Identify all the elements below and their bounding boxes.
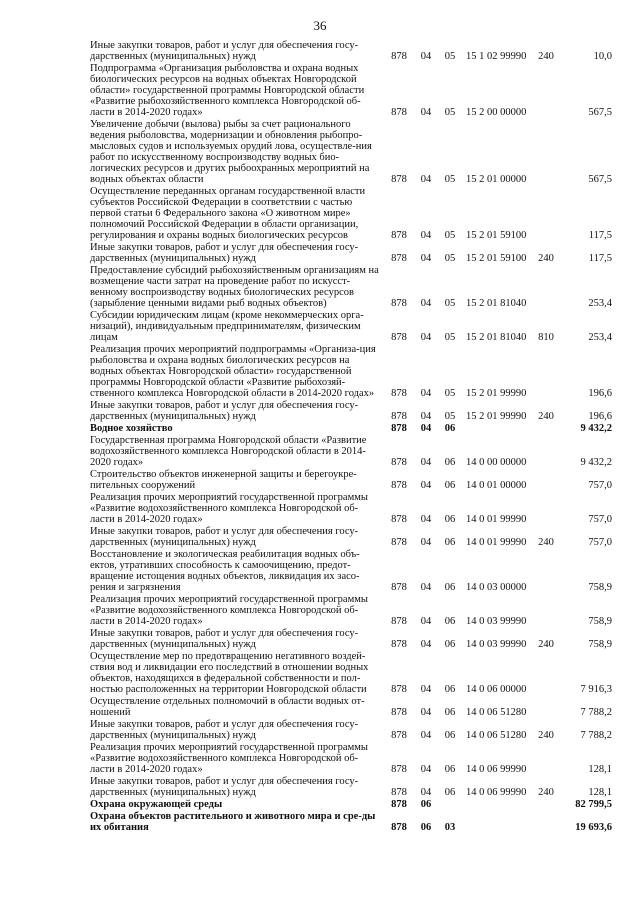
row-subsection-code: 06 xyxy=(444,480,456,491)
table-row xyxy=(90,719,612,742)
row-expense-type-code xyxy=(532,344,560,400)
row-expense-type-code: 240 xyxy=(538,537,554,548)
row-name: Государственная программа Новгородской области «Развитие водохозяйственного комплекса Новгородской области в 2014-2020 годах» xyxy=(90,435,367,468)
row-expense-type-code xyxy=(532,469,560,492)
page-number: 36 xyxy=(313,18,327,33)
row-section-code: 04 xyxy=(420,616,432,627)
row-target-article-code: 15 2 01 81040 xyxy=(466,298,527,309)
row-subsection-code: 05 xyxy=(444,253,456,264)
row-ved-code: 878 xyxy=(391,764,407,775)
row-subsection-code: 06 xyxy=(444,537,456,548)
row-amount: 567,5 xyxy=(588,107,612,118)
row-expense-type-code: 240 xyxy=(538,253,554,264)
row-section-code: 04 xyxy=(420,639,432,650)
row-name: Иные закупки товаров, работ и услуг для обеспечения госу-дарственных (муниципальных) нужд xyxy=(90,776,359,798)
row-target-article-code: 14 0 06 51280 xyxy=(466,730,527,741)
row-subsection-code: 03 xyxy=(444,822,456,833)
row-ved-code: 878 xyxy=(391,230,407,241)
table-row xyxy=(90,799,612,811)
row-expense-type-code: 240 xyxy=(538,411,554,422)
row-amount: 9 432,2 xyxy=(580,457,612,468)
table-row xyxy=(90,469,612,492)
row-subsection-code: 06 xyxy=(444,764,456,775)
row-subsection-code: 06 xyxy=(444,787,456,798)
row-ved-code: 878 xyxy=(391,582,407,593)
budget-table xyxy=(90,40,612,834)
row-section-code: 04 xyxy=(420,730,432,741)
table-row xyxy=(90,526,612,549)
row-section-code: 04 xyxy=(420,707,432,718)
row-expense-type-code: 240 xyxy=(538,787,554,798)
row-target-article-code: 14 0 06 99990 xyxy=(466,787,527,798)
row-target-article-code: 14 0 01 99990 xyxy=(466,514,527,525)
row-amount: 7 788,2 xyxy=(580,730,612,741)
row-name: Иные закупки товаров, работ и услуг для обеспечения госу-дарственных (муниципальных) нужд xyxy=(90,719,359,741)
row-expense-type-code xyxy=(532,811,560,834)
row-section-code: 04 xyxy=(420,514,432,525)
row-amount: 7 788,2 xyxy=(580,707,612,718)
row-section-code: 04 xyxy=(420,230,432,241)
row-name: Водное хозяйство xyxy=(90,423,173,434)
row-section-code: 06 xyxy=(420,822,432,833)
row-target-article-code: 14 0 06 00000 xyxy=(466,684,527,695)
row-expense-type-code xyxy=(532,742,560,776)
table-row xyxy=(90,265,612,310)
row-ved-code: 878 xyxy=(391,388,407,399)
row-name: Охрана объектов растительного и животного мира и сре-ды их обитания xyxy=(90,811,376,833)
row-amount: 758,9 xyxy=(588,639,612,650)
row-expense-type-code: 240 xyxy=(538,639,554,650)
row-section-code: 04 xyxy=(420,332,432,343)
table-row xyxy=(90,651,612,696)
row-name: Подпрограмма «Организация рыболовства и охрана водных биологических ресурсов на водных объектах Новгородской области» государственной программы Новгородской области «Развитие рыбохозяйственного комплекса Новгородской об-ласти в 2014-2020 годах» xyxy=(90,63,365,118)
row-subsection-code: 06 xyxy=(444,684,456,695)
row-subsection-code: 05 xyxy=(444,230,456,241)
row-amount: 758,9 xyxy=(588,616,612,627)
row-expense-type-code: 240 xyxy=(538,51,554,62)
row-target-article-code: 14 0 06 99990 xyxy=(466,764,527,775)
table-row xyxy=(90,492,612,526)
row-name: Реализация прочих мероприятий государственной программы «Развитие водохозяйственного комплекса Новгородской об-ласти в 2014-2020 годах» xyxy=(90,492,368,525)
row-amount: 7 916,3 xyxy=(580,684,612,695)
row-subsection-code: 05 xyxy=(444,51,456,62)
row-amount: 128,1 xyxy=(588,787,612,798)
row-subsection-code: 05 xyxy=(444,332,456,343)
row-name: Реализация прочих мероприятий государственной программы «Развитие водохозяйственного комплекса Новгородской об-ласти в 2014-2020 годах» xyxy=(90,742,368,775)
row-section-code: 04 xyxy=(420,480,432,491)
row-amount: 117,5 xyxy=(588,253,612,264)
table-row xyxy=(90,594,612,628)
row-subsection-code: 06 xyxy=(444,423,456,434)
row-subsection-code: 06 xyxy=(444,639,456,650)
row-subsection-code: 05 xyxy=(444,411,456,422)
row-target-article-code: 15 2 01 59100 xyxy=(466,253,527,264)
table-row xyxy=(90,549,612,594)
row-ved-code: 878 xyxy=(391,707,407,718)
row-target-article-code: 15 2 00 00000 xyxy=(466,107,527,118)
row-subsection-code: 06 xyxy=(444,707,456,718)
row-amount: 9 432,2 xyxy=(580,423,612,434)
row-amount: 196,6 xyxy=(588,388,612,399)
row-ved-code: 878 xyxy=(391,423,407,434)
row-expense-type-code xyxy=(532,594,560,628)
row-ved-code: 878 xyxy=(391,51,407,62)
row-name: Охрана окружающей среды xyxy=(90,799,223,810)
table-row xyxy=(90,63,612,119)
row-amount: 758,9 xyxy=(588,582,612,593)
row-target-article-code: 14 0 03 99990 xyxy=(466,639,527,650)
row-ved-code: 878 xyxy=(391,639,407,650)
row-section-code: 04 xyxy=(420,457,432,468)
row-target-article-code xyxy=(462,423,532,435)
row-expense-type-code xyxy=(532,265,560,310)
row-expense-type-code xyxy=(532,186,560,242)
row-ved-code: 878 xyxy=(391,730,407,741)
row-expense-type-code xyxy=(532,549,560,594)
row-ved-code: 878 xyxy=(391,457,407,468)
row-amount: 253,4 xyxy=(588,332,612,343)
row-name: Осуществление переданных органам государственной власти субъектов Российской Федерации в соответствии с частью первой статьи 6 Федерального закона «О животном мире» полномочий Российской Федерации в области организации, регулирования и охраны водных биологических ресурсов xyxy=(90,186,366,241)
row-subsection-code: 06 xyxy=(444,730,456,741)
row-amount: 196,6 xyxy=(588,411,612,422)
row-amount: 757,0 xyxy=(588,537,612,548)
row-section-code: 04 xyxy=(420,253,432,264)
row-target-article-code: 14 0 00 00000 xyxy=(466,457,527,468)
row-target-article-code: 14 0 01 99990 xyxy=(466,537,527,548)
table-row xyxy=(90,811,612,834)
row-section-code: 04 xyxy=(420,684,432,695)
table-row xyxy=(90,119,612,186)
row-expense-type-code xyxy=(532,423,560,435)
row-section-code: 04 xyxy=(420,537,432,548)
row-name: Восстановление и экологическая реабилитация водных объ-ектов, утративших способность к самоочищению, предот-вращение истощения водных объектов, ликвидация их засо-рения и загрязнения xyxy=(90,549,360,593)
row-name: Субсидии юридическим лицам (кроме некоммерческих орга-низаций), индивидуальным предпринимателям, физическим лицам xyxy=(90,310,364,343)
row-ved-code: 878 xyxy=(391,799,407,810)
row-target-article-code: 14 0 06 51280 xyxy=(466,707,527,718)
row-target-article-code: 15 1 02 99990 xyxy=(466,51,527,62)
table-row xyxy=(90,423,612,435)
table-row xyxy=(90,310,612,344)
row-subsection-code xyxy=(438,799,462,811)
row-target-article-code: 15 2 01 59100 xyxy=(466,230,527,241)
row-subsection-code: 06 xyxy=(444,514,456,525)
row-expense-type-code xyxy=(532,799,560,811)
row-expense-type-code: 240 xyxy=(538,730,554,741)
row-ved-code: 878 xyxy=(391,787,407,798)
row-section-code: 04 xyxy=(420,787,432,798)
row-subsection-code: 05 xyxy=(444,107,456,118)
row-expense-type-code xyxy=(532,119,560,186)
row-name: Осуществление отдельных полномочий в области водных от-ношений xyxy=(90,696,365,718)
table-row xyxy=(90,186,612,242)
row-target-article-code xyxy=(462,799,532,811)
row-expense-type-code xyxy=(532,63,560,119)
row-target-article-code: 14 0 03 99990 xyxy=(466,616,527,627)
budget-table-body xyxy=(90,40,612,834)
row-subsection-code: 05 xyxy=(444,298,456,309)
row-name: Строительство объектов инженерной защиты и берегоукре-пительных сооружений xyxy=(90,469,357,491)
row-ved-code: 878 xyxy=(391,822,407,833)
row-ved-code: 878 xyxy=(391,332,407,343)
row-expense-type-code: 810 xyxy=(538,332,554,343)
row-name: Реализация прочих мероприятий подпрограммы «Организа-ция рыболовства и охрана водных биологических ресурсов на водных объектах Новгородской области» государственной программы Новгородской области «Развитие рыбохозяй-ственного комплекса Новгородской области в 2014-2020 годах» xyxy=(90,344,376,399)
row-section-code: 04 xyxy=(420,174,432,185)
table-row xyxy=(90,628,612,651)
row-ved-code: 878 xyxy=(391,298,407,309)
row-expense-type-code xyxy=(532,435,560,469)
table-row xyxy=(90,776,612,799)
row-ved-code: 878 xyxy=(391,411,407,422)
row-name: Иные закупки товаров, работ и услуг для обеспечения госу-дарственных (муниципальных) нужд xyxy=(90,400,359,422)
table-row xyxy=(90,242,612,265)
row-ved-code: 878 xyxy=(391,107,407,118)
row-ved-code: 878 xyxy=(391,616,407,627)
row-amount: 82 799,5 xyxy=(575,799,612,810)
row-amount: 757,0 xyxy=(588,514,612,525)
table-row xyxy=(90,344,612,400)
table-row xyxy=(90,400,612,423)
row-section-code: 04 xyxy=(420,764,432,775)
row-name: Реализация прочих мероприятий государственной программы «Развитие водохозяйственного комплекса Новгородской об-ласти в 2014-2020 годах» xyxy=(90,594,368,627)
row-section-code: 04 xyxy=(420,423,432,434)
row-section-code: 04 xyxy=(420,582,432,593)
row-ved-code: 878 xyxy=(391,537,407,548)
row-target-article-code: 14 0 01 00000 xyxy=(466,480,527,491)
row-target-article-code: 14 0 03 00000 xyxy=(466,582,527,593)
row-amount: 10,0 xyxy=(593,51,612,62)
row-expense-type-code xyxy=(532,696,560,719)
row-name: Осуществление мер по предотвращению негативного воздей-ствия вод и ликвидации его последствий в отношении водных объектов, находящихся в федеральной собственности и пол-ностью расположенных на территории Новгородской области xyxy=(90,651,369,695)
row-name: Иные закупки товаров, работ и услуг для обеспечения госу-дарственных (муниципальных) нужд xyxy=(90,628,359,650)
row-ved-code: 878 xyxy=(391,514,407,525)
table-row xyxy=(90,696,612,719)
row-subsection-code: 06 xyxy=(444,582,456,593)
row-expense-type-code xyxy=(532,651,560,696)
row-ved-code: 878 xyxy=(391,480,407,491)
row-target-article-code: 15 2 01 00000 xyxy=(466,174,527,185)
row-amount: 128,1 xyxy=(588,764,612,775)
row-ved-code: 878 xyxy=(391,253,407,264)
row-name: Увеличение добычи (вылова) рыбы за счет рационального ведения рыболовства, модернизации и обновления рыбопро-мысловых судов и используемых орудий лова, осуществле-ния работ по искусственному воспроизводству водных био-логических ресурсов и других рыбоохранных мероприятий на водных объектах области xyxy=(90,119,372,185)
table-row xyxy=(90,40,612,63)
row-amount: 19 693,6 xyxy=(575,822,612,833)
row-section-code: 04 xyxy=(420,107,432,118)
row-target-article-code: 15 2 01 99990 xyxy=(466,411,527,422)
table-row xyxy=(90,742,612,776)
row-amount: 253,4 xyxy=(588,298,612,309)
row-section-code: 04 xyxy=(420,298,432,309)
row-section-code: 04 xyxy=(420,388,432,399)
row-name: Иные закупки товаров, работ и услуг для обеспечения госу-дарственных (муниципальных) нужд xyxy=(90,40,359,62)
row-name: Иные закупки товаров, работ и услуг для обеспечения госу-дарственных (муниципальных) нужд xyxy=(90,526,359,548)
row-subsection-code: 06 xyxy=(444,457,456,468)
row-subsection-code: 05 xyxy=(444,388,456,399)
row-expense-type-code xyxy=(532,492,560,526)
row-section-code: 04 xyxy=(420,411,432,422)
row-target-article-code xyxy=(462,811,532,834)
row-subsection-code: 05 xyxy=(444,174,456,185)
row-section-code: 04 xyxy=(420,51,432,62)
row-subsection-code: 06 xyxy=(444,616,456,627)
row-ved-code: 878 xyxy=(391,174,407,185)
row-name: Предоставление субсидий рыбохозяйственным организациям на возмещение части затрат на проведение работ по искусст-венному воспроизводству водных биологических ресурсов (зарыбление ценными видами рыб водных объектов) xyxy=(90,265,379,309)
row-ved-code: 878 xyxy=(391,684,407,695)
row-amount: 757,0 xyxy=(588,480,612,491)
row-amount: 567,5 xyxy=(588,174,612,185)
row-target-article-code: 15 2 01 99990 xyxy=(466,388,527,399)
table-row xyxy=(90,435,612,469)
row-target-article-code: 15 2 01 81040 xyxy=(466,332,527,343)
row-amount: 117,5 xyxy=(588,230,612,241)
row-section-code: 06 xyxy=(420,799,432,810)
row-name: Иные закупки товаров, работ и услуг для обеспечения госу-дарственных (муниципальных) нужд xyxy=(90,242,359,264)
